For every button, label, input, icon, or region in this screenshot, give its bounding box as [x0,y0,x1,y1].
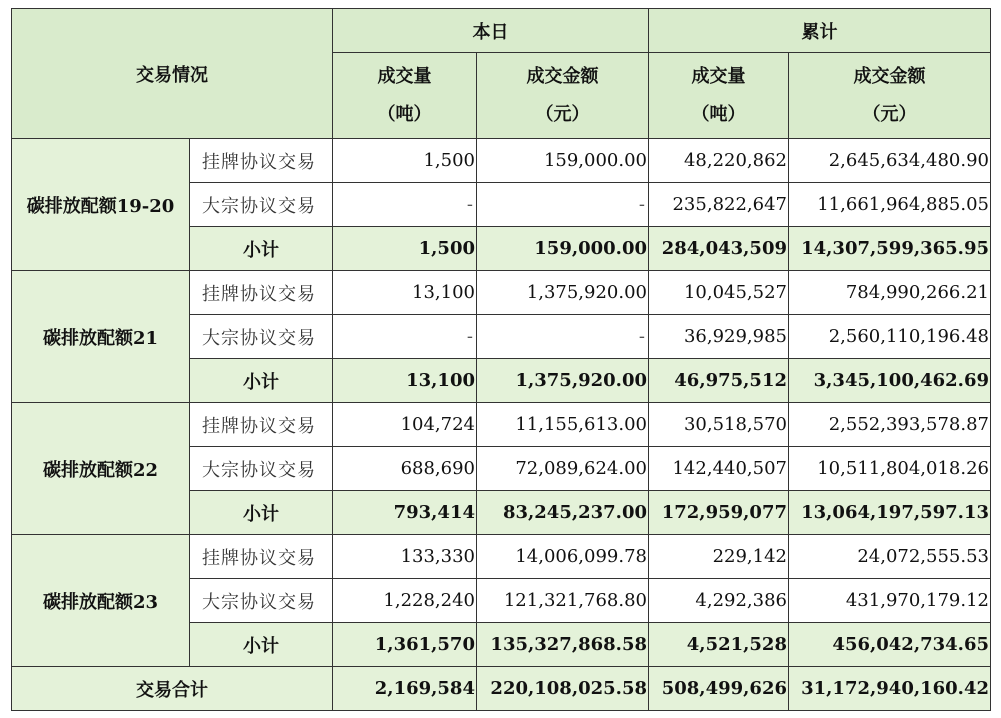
row-type-block: 大宗协议交易 [190,447,333,491]
amount-unit: （元） [862,103,917,125]
cell-cumulative-volume: 142,440,507 [649,447,789,491]
cell-today-amount: - [477,315,649,359]
cell-cumulative-volume: 229,142 [649,535,789,579]
row-type-listed: 挂牌协议交易 [190,139,333,183]
subtotal-cumulative-volume: 284,043,509 [649,227,789,271]
cell-cumulative-volume: 4,292,386 [649,579,789,623]
subtotal-cumulative-amount: 14,307,599,365.95 [789,227,991,271]
cell-cumulative-volume: 30,518,570 [649,403,789,447]
cell-today-volume: 13,100 [333,271,477,315]
subtotal-cumulative-amount: 3,345,100,462.69 [789,359,991,403]
subtotal-today-amount: 1,375,920.00 [477,359,649,403]
cell-cumulative-amount: 431,970,179.12 [789,579,991,623]
cell-cumulative-amount: 10,511,804,018.26 [789,447,991,491]
subtotal-label: 小计 [190,491,333,535]
cell-cumulative-amount: 24,072,555.53 [789,535,991,579]
cell-today-volume: - [333,183,477,227]
subtotal-today-volume: 13,100 [333,359,477,403]
group-name-allowance-22: 碳排放配额22 [12,403,190,535]
header-cumulative: 累计 [649,9,991,53]
volume-label: 成交量 [691,66,746,88]
subtotal-label: 小计 [190,359,333,403]
cell-cumulative-volume: 48,220,862 [649,139,789,183]
cell-today-amount: 72,089,624.00 [477,447,649,491]
cell-cumulative-amount: 2,560,110,196.48 [789,315,991,359]
amount-label: 成交金额 [853,66,926,88]
cell-cumulative-amount: 2,645,634,480.90 [789,139,991,183]
header-today-amount [477,53,649,139]
volume-label: 成交量 [377,66,432,88]
cell-today-amount: 11,155,613.00 [477,403,649,447]
volume-unit: （吨） [691,103,746,125]
row-type-listed: 挂牌协议交易 [190,403,333,447]
cell-today-amount: 121,321,768.80 [477,579,649,623]
row-type-block: 大宗协议交易 [190,315,333,359]
header-today-volume [333,53,477,139]
total-today-volume: 2,169,584 [333,667,477,711]
subtotal-cumulative-volume: 172,959,077 [649,491,789,535]
row-type-listed: 挂牌协议交易 [190,271,333,315]
cell-today-amount: 159,000.00 [477,139,649,183]
trading-summary-table [11,8,991,711]
header-cumulative-volume [649,53,789,139]
grand-total-label: 交易合计 [12,667,333,711]
row-type-listed: 挂牌协议交易 [190,535,333,579]
subtotal-today-volume: 793,414 [333,491,477,535]
cell-cumulative-amount: 2,552,393,578.87 [789,403,991,447]
header-trading-situation: 交易情况 [12,9,333,139]
trading-summary-table-wrapper [11,8,991,711]
row-type-block: 大宗协议交易 [190,183,333,227]
cell-today-amount: 1,375,920.00 [477,271,649,315]
subtotal-cumulative-amount: 456,042,734.65 [789,623,991,667]
cell-today-volume: 688,690 [333,447,477,491]
cell-cumulative-volume: 36,929,985 [649,315,789,359]
cell-today-volume: 133,330 [333,535,477,579]
subtotal-today-amount: 159,000.00 [477,227,649,271]
subtotal-label: 小计 [190,623,333,667]
subtotal-today-volume: 1,361,570 [333,623,477,667]
amount-unit: （元） [535,103,590,125]
group-name-allowance-21: 碳排放配额21 [12,271,190,403]
cell-today-amount: 14,006,099.78 [477,535,649,579]
subtotal-today-volume: 1,500 [333,227,477,271]
subtotal-label: 小计 [190,227,333,271]
amount-label: 成交金额 [526,66,599,88]
cell-today-volume: - [333,315,477,359]
cell-cumulative-amount: 11,661,964,885.05 [789,183,991,227]
subtotal-today-amount: 135,327,868.58 [477,623,649,667]
total-cumulative-volume: 508,499,626 [649,667,789,711]
cell-cumulative-amount: 784,990,266.21 [789,271,991,315]
total-today-amount: 220,108,025.58 [477,667,649,711]
cell-today-volume: 1,500 [333,139,477,183]
subtotal-today-amount: 83,245,237.00 [477,491,649,535]
cell-cumulative-volume: 235,822,647 [649,183,789,227]
subtotal-cumulative-volume: 46,975,512 [649,359,789,403]
row-type-block: 大宗协议交易 [190,579,333,623]
group-name-allowance-19-20: 碳排放配额19-20 [12,139,190,271]
header-cumulative-amount [789,53,991,139]
subtotal-cumulative-amount: 13,064,197,597.13 [789,491,991,535]
volume-unit: （吨） [377,103,432,125]
cell-cumulative-volume: 10,045,527 [649,271,789,315]
subtotal-cumulative-volume: 4,521,528 [649,623,789,667]
cell-today-volume: 1,228,240 [333,579,477,623]
header-today: 本日 [333,9,649,53]
cell-today-volume: 104,724 [333,403,477,447]
total-cumulative-amount: 31,172,940,160.42 [789,667,991,711]
group-name-allowance-23: 碳排放配额23 [12,535,190,667]
cell-today-amount: - [477,183,649,227]
